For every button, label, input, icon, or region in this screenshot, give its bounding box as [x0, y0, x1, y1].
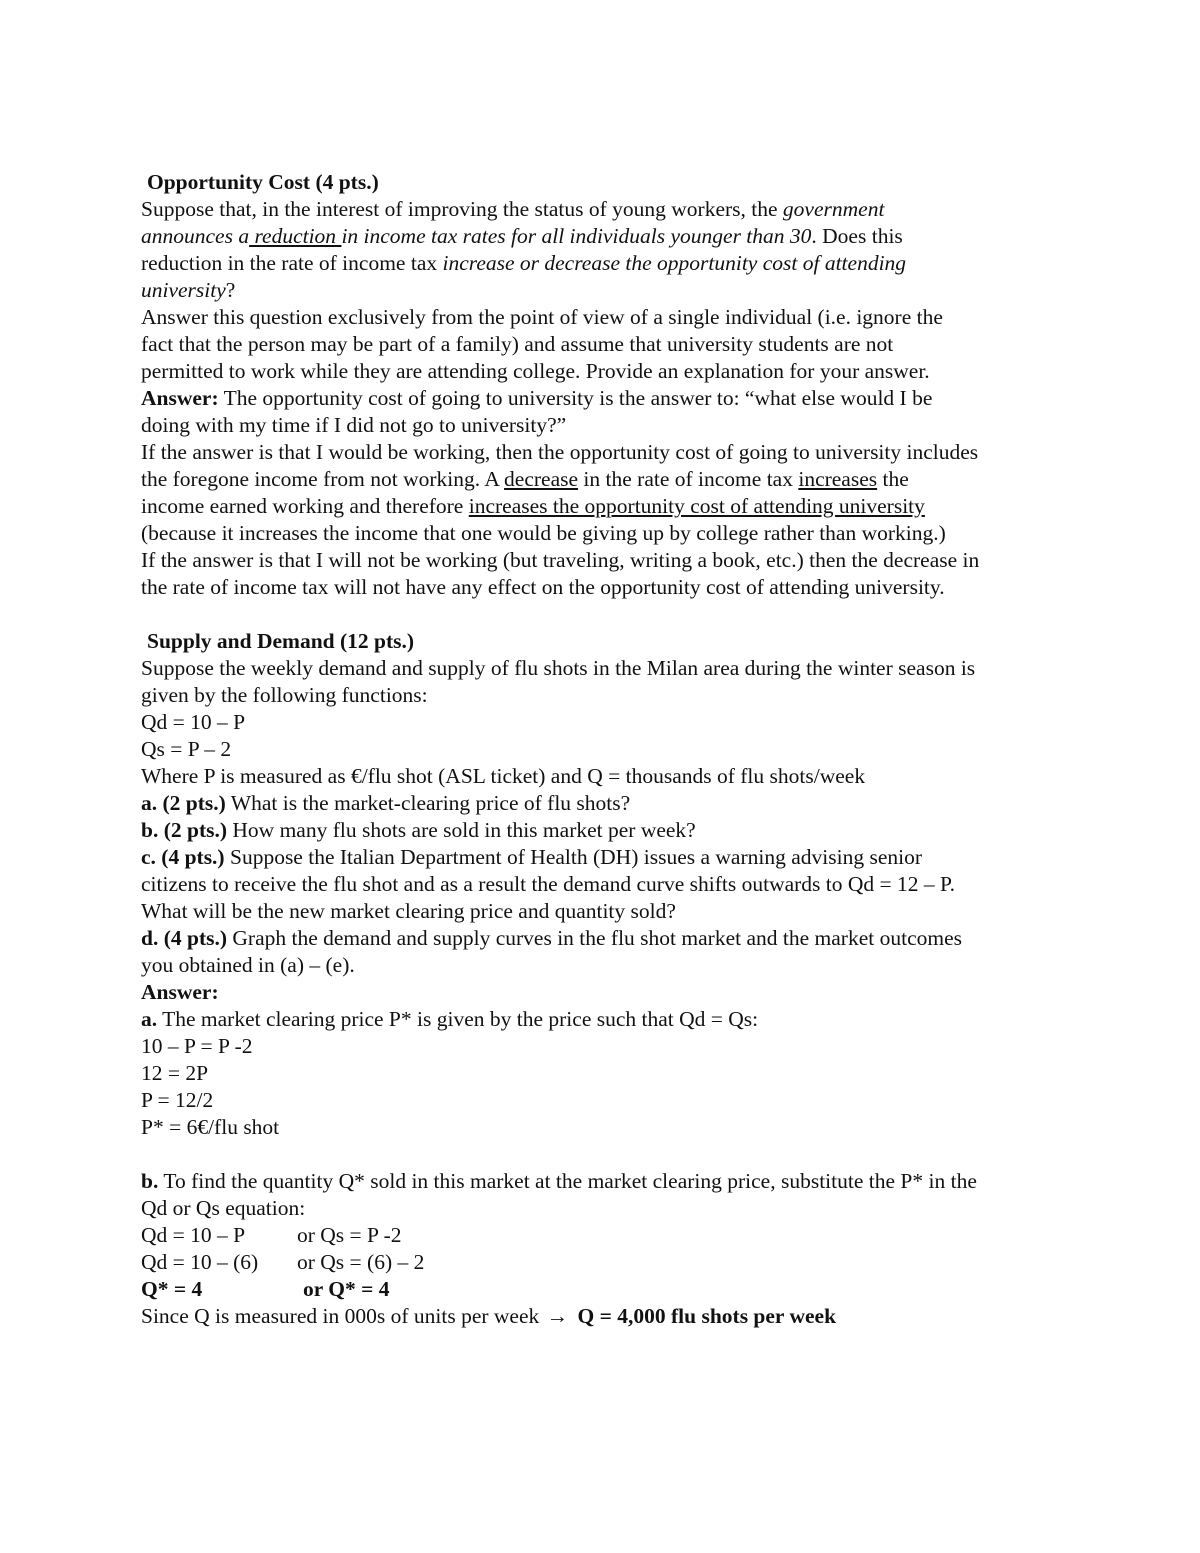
answer-line: the rate of income tax will not have any effect on the opportunity cost of attending university. — [141, 575, 945, 599]
question-d-line: you obtained in (a) – (e). — [141, 953, 355, 977]
question-paragraph-line: announces a reduction in income tax rates for all individuals younger than 30. Does this — [141, 224, 903, 248]
answer-a-step: P = 12/2 — [141, 1088, 214, 1112]
answer-line: Answer: The opportunity cost of going to university is the answer to: “what else would I be — [141, 386, 933, 410]
answer-line: If the answer is that I would be working, then the opportunity cost of going to university includes — [141, 440, 979, 464]
answer-label: Answer: — [141, 386, 219, 410]
question-c: c. (4 pts.) Suppose the Italian Department of Health (DH) issues a warning advising senior — [141, 845, 922, 869]
answer-line: (because it increases the income that one would be giving up by college rather than working.) — [141, 521, 946, 545]
question-c-line: citizens to receive the flu shot and as a result the demand curve shifts outwards to Qd = 12 – P. — [141, 872, 955, 896]
demand-equation: Qd = 10 – P — [141, 710, 246, 734]
problem-line: given by the following functions: — [141, 683, 428, 707]
answer-line: If the answer is that I will not be working (but traveling, writing a book, etc.) then the decrease in — [141, 548, 980, 572]
answer-b-step: Qd = 10 – P or Qs = P -2 — [141, 1223, 402, 1247]
question-d: d. (4 pts.) Graph the demand and supply curves in the flu shot market and the market outcomes — [141, 926, 962, 950]
question-b: b. (2 pts.) How many flu shots are sold in this market per week? — [141, 818, 696, 842]
answer-b: b. To find the quantity Q* sold in this market at the market clearing price, substitute the P* in the — [141, 1169, 977, 1193]
question-paragraph-line: reduction in the rate of income tax increase or decrease the opportunity cost of attending — [141, 251, 907, 275]
answer-line: income earned working and therefore increases the opportunity cost of attending university — [141, 494, 925, 518]
question-a: a. (2 pts.) What is the market-clearing price of flu shots? — [141, 791, 631, 815]
answer-line: the foregone income from not working. A decrease in the rate of income tax increases the — [141, 467, 909, 491]
instruction-line: permitted to work while they are attending college. Provide an explanation for your answer. — [141, 359, 930, 383]
paragraph-spacer — [141, 1141, 1071, 1168]
problem-line: Suppose the weekly demand and supply of flu shots in the Milan area during the winter season is — [141, 656, 976, 680]
section-heading-supply-demand: Supply and Demand (12 pts.) — [147, 629, 415, 653]
section-heading-opportunity-cost: Opportunity Cost (4 pts.) — [147, 170, 379, 194]
answer-a-step: 10 – P = P -2 — [141, 1034, 253, 1058]
section-spacer — [141, 601, 1071, 628]
answer-a: a. The market clearing price P* is given by the price such that Qd = Qs: — [141, 1007, 759, 1031]
answer-b-conclusion: Since Q is measured in 000s of units per week → Q = 4,000 flu shots per week — [141, 1304, 837, 1328]
answer-b-result: Q* = 4 or Q* = 4 — [141, 1277, 390, 1301]
question-c-line: What will be the new market clearing price and quantity sold? — [141, 899, 676, 923]
answer-label: Answer: — [141, 980, 219, 1004]
problem-line: Where P is measured as €/flu shot (ASL ticket) and Q = thousands of flu shots/week — [141, 764, 866, 788]
instruction-line: fact that the person may be part of a family) and assume that university students are not — [141, 332, 894, 356]
question-paragraph-line: Suppose that, in the interest of improving the status of young workers, the government — [141, 197, 885, 221]
supply-equation: Qs = P – 2 — [141, 737, 232, 761]
instruction-line: Answer this question exclusively from the point of view of a single individual (i.e. ignore the — [141, 305, 943, 329]
answer-b-step: Qd = 10 – (6) or Qs = (6) – 2 — [141, 1250, 425, 1274]
document-body — [141, 169, 1071, 1330]
answer-a-step: 12 = 2P — [141, 1061, 209, 1085]
answer-a-result: P* = 6€/flu shot — [141, 1115, 280, 1139]
right-arrow-icon: → — [546, 1304, 569, 1328]
question-paragraph-line: university? — [141, 278, 236, 302]
answer-line: doing with my time if I did not go to university?” — [141, 413, 567, 437]
answer-b-line: Qd or Qs equation: — [141, 1196, 306, 1220]
